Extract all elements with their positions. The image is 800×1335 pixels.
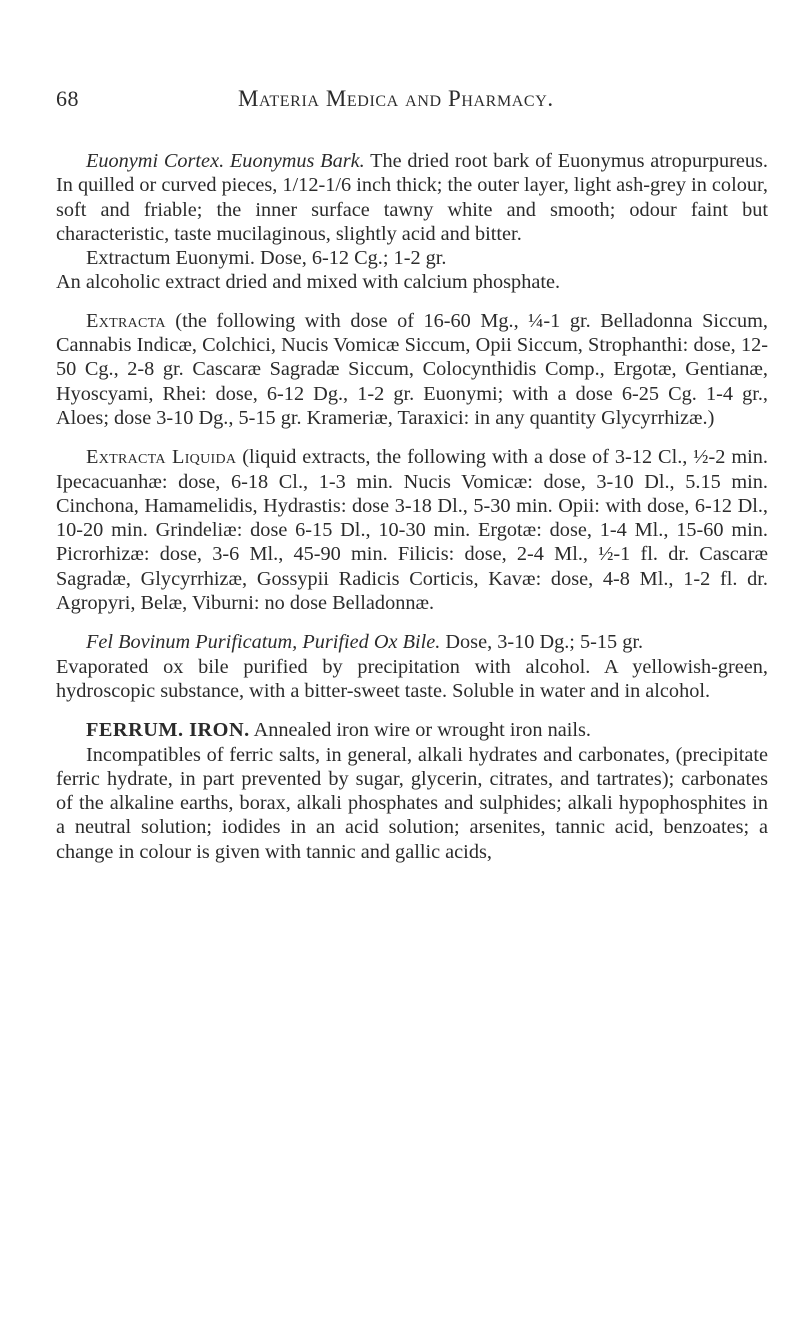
page-body [56, 149, 768, 864]
section-head: Extracta Liquida [86, 446, 237, 469]
paragraph-text: Dose, 3-10 Dg.; 5-15 gr. [440, 631, 644, 654]
paragraph-fel-bovinum [56, 630, 768, 654]
section-head: Extracta [86, 309, 166, 332]
page-number: 68 [56, 86, 79, 111]
paragraph-text: (liquid extracts, the following with a dose of 3-12 Cl., ½-2 min. Ipecacuanhæ: dose, 6-18 Cl., 1-3 min. Nucis Vomicæ: dose, 3-10 Dl., 5.15 min. Cinchona, Hamamelidis, Hydrastis: dose 3-18 Dl., 5-30 min. Opii: with dose, 6-12 Dl., 10-20 min. Grindeliæ: dose 6-15 Dl., 10-30 min. Ergotæ: dose, 1-4 Ml., 15-60 min. Picrorhizæ: dose, 3-6 Ml., 45-90 min. Filicis: dose, 2-4 Ml., ½-1 fl. dr. Cascaræ Sagradæ, Glycyrrhizæ, Gossypii Radicis Corticis, Kavæ: dose, 4-8 Ml., 1-2 fl. dr. Agropyri, Belæ, Viburni: no dose Belladonnæ. [56, 446, 768, 615]
paragraph-alcoholic-extract: An alcoholic extract dried and mixed with calcium phosphate. [56, 271, 561, 294]
english-name: Euonymus Bark. [229, 150, 365, 172]
latin-name: Fel Bovinum Purificatum, [86, 631, 298, 654]
paragraph-extractum-euonymi: Extractum Euonymi. Dose, 6-12 Cg.; 1-2 gr. [86, 247, 447, 270]
paragraph-extracta [56, 309, 768, 430]
running-head: Materia Medica and Pharmacy. [238, 86, 554, 111]
paragraph-incompatibles: Incompatibles of ferric salts, in general, alkali hydrates and carbonates, (precipitate ferric hydrate, in part prevented by sugar, glycerin, citrates, and tartrates); carbonates of the alkaline earths, borax, alkali phosphates and sulphides; alkali hypophosphites in a neutral solution; iodides in an acid solution; arsenites, tannic acid, benzoates; a change in colour is given with tannic and gallic acids, [56, 743, 768, 863]
english-name: Purified Ox Bile. [302, 631, 441, 654]
paragraph-evaporated-ox-bile: Evaporated ox bile purified by precipitation with alcohol. A yellowish-green, hydroscopic substance, with a bitter-sweet taste. Soluble in water and in alcohol. [56, 655, 768, 702]
latin-name: Euonymi Cortex. [86, 150, 225, 172]
page-header [56, 86, 756, 118]
paragraph-text: (the following with dose of 16-60 Mg., ¼-1 gr. Belladonna Siccum, Cannabis Indicæ, Colchici, Nucis Vomicæ Siccum, Opii Siccum, Strophanthi: dose, 12-50 Cg., 2-8 gr. Cascaræ Sagradæ Siccum, Colocynthidis Comp., Ergotæ, Gentianæ, Hyoscyami, Rhei: dose, 6-12 Dg., 1-2 gr. Euonymi; with a dose 6-25 Cg. 1-4 gr., Aloes; dose 3-10 Dg., 5-15 gr. Krameriæ, Taraxici: in any quantity Glycyrrhizæ.) [56, 309, 768, 429]
paragraph-extracta-liquida [56, 445, 768, 615]
paragraph-ferrum [56, 718, 768, 742]
paragraph-text: The dried root bark of Euonymus atropurpureus. In quilled or curved pieces, 1/12-1/6 inch thick; the outer layer, light ash-grey in colour, soft and friable; the inner surface tawny white and smooth; odour faint but characteristic, taste mucilaginous, slightly acid and bitter. [56, 150, 768, 245]
paragraph-text: Annealed iron wire or wrought iron nails. [249, 719, 591, 742]
paragraph-euonymus-cortex [56, 149, 768, 246]
section-head: FERRUM. IRON. [86, 719, 250, 742]
